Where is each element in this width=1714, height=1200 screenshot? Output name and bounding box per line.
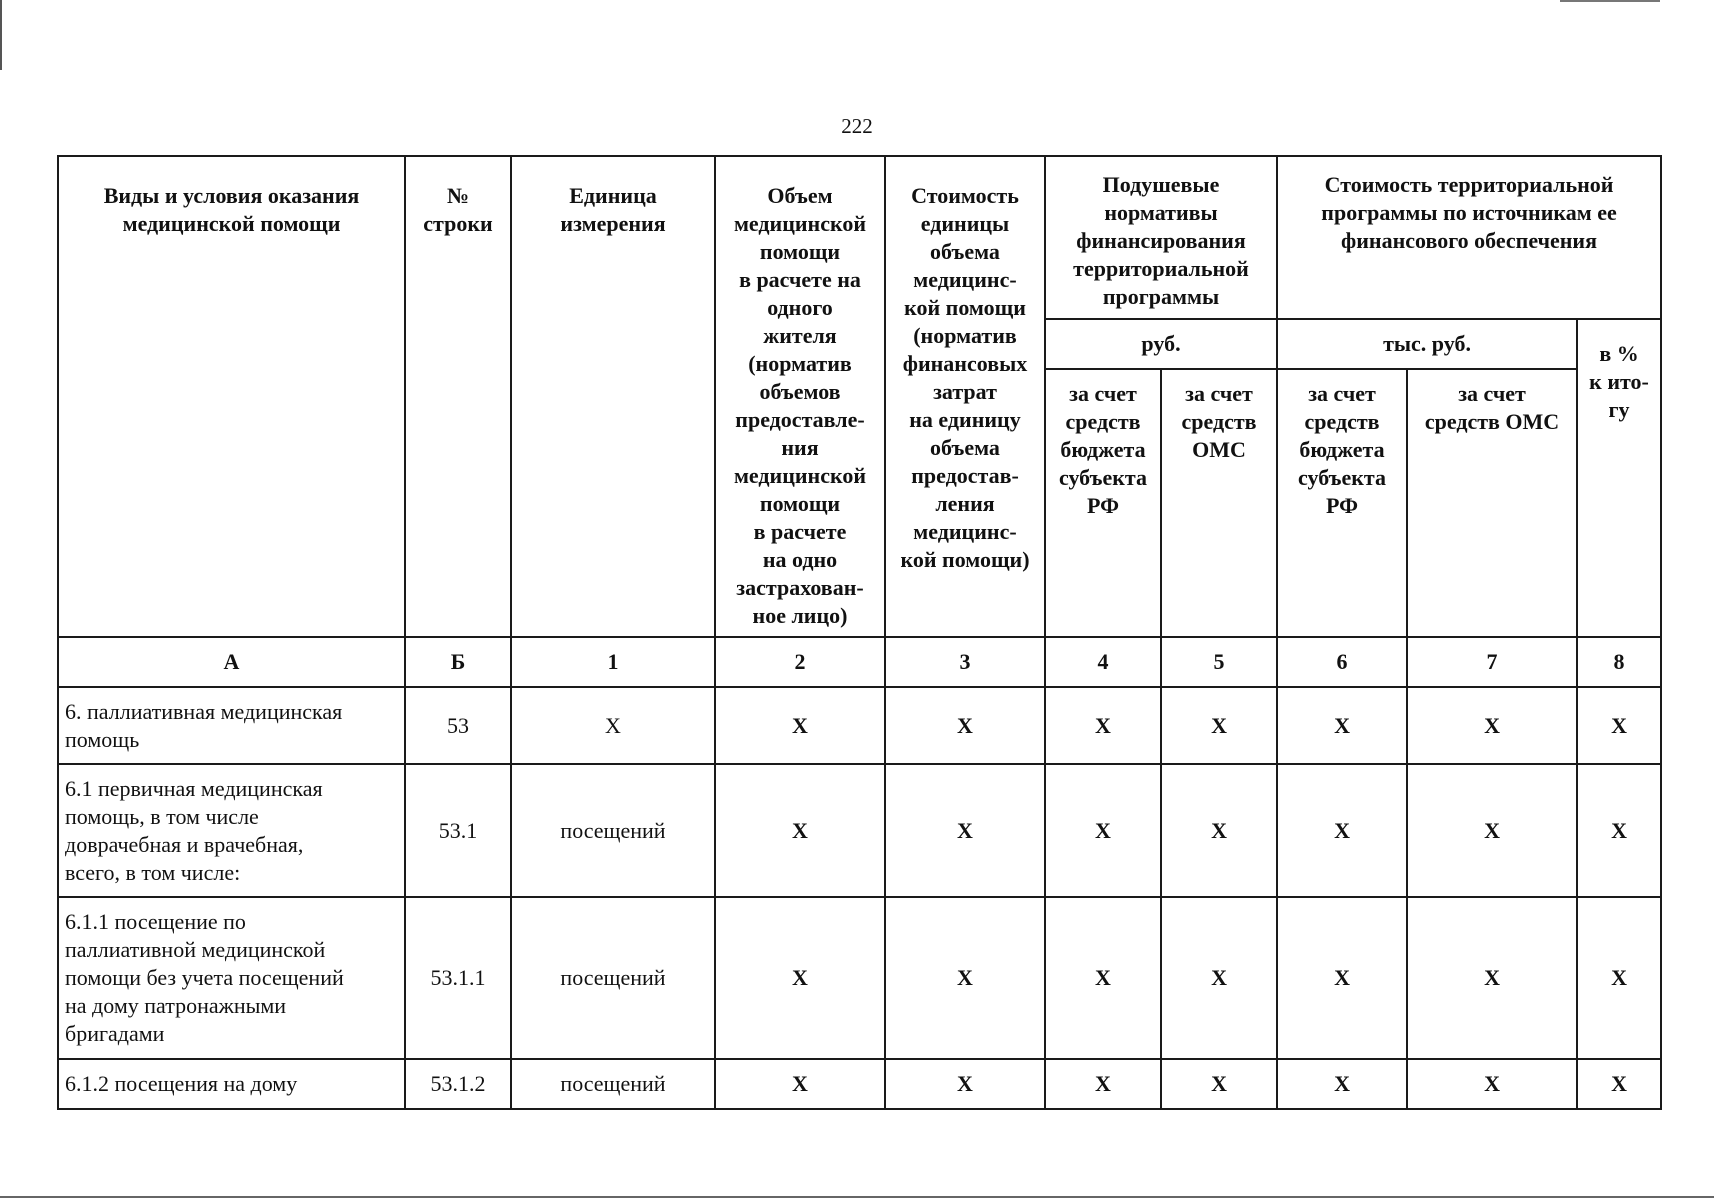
- header-cell: [1407, 369, 1577, 637]
- column-number: 1: [511, 637, 715, 687]
- row-unit: Х: [511, 687, 715, 764]
- column-number: А: [58, 637, 405, 687]
- row-value: Х: [1045, 1059, 1161, 1109]
- column-number-row: [58, 637, 1661, 687]
- table-row: [58, 1059, 1661, 1109]
- row-value: Х: [1161, 1059, 1277, 1109]
- scan-edge-top: [1560, 0, 1660, 2]
- header-cell: [1277, 369, 1407, 637]
- row-value: Х: [885, 897, 1045, 1059]
- column-number: 8: [1577, 637, 1661, 687]
- row-line-number: 53.1.2: [405, 1059, 511, 1109]
- row-value: Х: [885, 1059, 1045, 1109]
- header-rub: руб.: [1141, 331, 1181, 356]
- header-unit-label: Единица измерения: [560, 183, 666, 236]
- header-cell: [715, 156, 885, 637]
- header-percent: в % к ито- гу: [1589, 341, 1649, 422]
- column-number: 6: [1277, 637, 1407, 687]
- header-unit-cost-label: Стоимость единицы объема медицинс- кой помощи (норматив финансовых затрат на единицу объема предостав- ления медицинс- кой помощи): [900, 183, 1030, 572]
- row-unit: посещений: [511, 764, 715, 897]
- row-name: 6.1 первичная медицинская помощь, в том числе доврачебная и врачебная, всего, в том числе:: [65, 775, 323, 885]
- row-value: Х: [1277, 687, 1407, 764]
- row-value: Х: [1577, 764, 1661, 897]
- table-row: [58, 897, 1661, 1059]
- row-unit: посещений: [511, 1059, 715, 1109]
- column-number: 5: [1161, 637, 1277, 687]
- header-cell: [1577, 319, 1661, 637]
- row-value: Х: [1045, 687, 1161, 764]
- row-name-cell: [58, 897, 405, 1059]
- header-budget-rub: за счет средств бюджета субъекта РФ: [1059, 381, 1147, 518]
- header-kind-label: Виды и условия оказания медицинской помощи: [103, 183, 360, 236]
- program-cost-table: [57, 155, 1662, 1110]
- header-cell: [58, 156, 405, 637]
- row-name: 6.1.2 посещения на дому: [65, 1071, 298, 1096]
- row-value: Х: [1407, 897, 1577, 1059]
- row-value: Х: [1161, 897, 1277, 1059]
- header-thous-rub: тыс. руб.: [1383, 331, 1471, 356]
- row-line-number: 53: [405, 687, 511, 764]
- row-value: Х: [1407, 687, 1577, 764]
- row-value: Х: [1407, 764, 1577, 897]
- row-value: Х: [715, 764, 885, 897]
- table-row: [58, 764, 1661, 897]
- column-number: Б: [405, 637, 511, 687]
- row-value: Х: [1277, 1059, 1407, 1109]
- row-value: Х: [1161, 687, 1277, 764]
- header-cell: [885, 156, 1045, 637]
- header-oms-rub: за счет средств ОМС: [1181, 381, 1257, 462]
- row-unit: посещений: [511, 897, 715, 1059]
- row-value: Х: [1407, 1059, 1577, 1109]
- header-cell: [1161, 369, 1277, 637]
- header-cell: [405, 156, 511, 637]
- header-per-capita-group: Подушевые нормативы финансирования территориальной программы: [1073, 172, 1249, 309]
- row-line-number: 53.1.1: [405, 897, 511, 1059]
- table-row: [58, 687, 1661, 764]
- row-value: Х: [715, 1059, 885, 1109]
- row-value: Х: [1277, 764, 1407, 897]
- row-value: Х: [1045, 764, 1161, 897]
- header-budget-thous: за счет средств бюджета субъекта РФ: [1298, 381, 1386, 518]
- row-value: Х: [1577, 687, 1661, 764]
- row-line-number: 53.1: [405, 764, 511, 897]
- row-value: Х: [1577, 1059, 1661, 1109]
- header-row-1: [58, 156, 1661, 319]
- header-cell: [1045, 319, 1277, 369]
- column-number: 2: [715, 637, 885, 687]
- scan-edge-left: [0, 0, 2, 70]
- row-value: Х: [1277, 897, 1407, 1059]
- header-cell: [1277, 319, 1577, 369]
- header-cell: [511, 156, 715, 637]
- row-value: Х: [715, 687, 885, 764]
- header-cell: [1045, 156, 1277, 319]
- row-name-cell: [58, 687, 405, 764]
- header-cell: [1045, 369, 1161, 637]
- row-value: Х: [1045, 897, 1161, 1059]
- row-value: Х: [885, 687, 1045, 764]
- column-number: 4: [1045, 637, 1161, 687]
- header-oms-thous: за счет средств ОМС: [1424, 381, 1560, 434]
- scan-edge-bottom: [0, 1196, 1714, 1198]
- row-name-cell: [58, 764, 405, 897]
- row-name-cell: [58, 1059, 405, 1109]
- column-number: 3: [885, 637, 1045, 687]
- row-value: Х: [715, 897, 885, 1059]
- header-line-label: № строки: [423, 183, 493, 236]
- row-name: 6.1.1 посещение по паллиативной медицинской помощи без учета посещений на дому патронажными бригадами: [65, 909, 344, 1046]
- row-value: Х: [885, 764, 1045, 897]
- header-cell: [1277, 156, 1661, 319]
- row-name: 6. паллиативная медицинская помощь: [65, 698, 343, 752]
- header-volume-label: Объем медицинской помощи в расчете на одного жителя (норматив объемов предоставле- ния медицинской помощи в расчете на одно застрахован- ное лицо): [733, 183, 867, 628]
- column-number: 7: [1407, 637, 1577, 687]
- row-value: Х: [1577, 897, 1661, 1059]
- page-number: 222: [841, 114, 873, 138]
- header-cost-group: Стоимость территориальной программы по источникам ее финансового обеспечения: [1321, 172, 1617, 253]
- row-value: Х: [1161, 764, 1277, 897]
